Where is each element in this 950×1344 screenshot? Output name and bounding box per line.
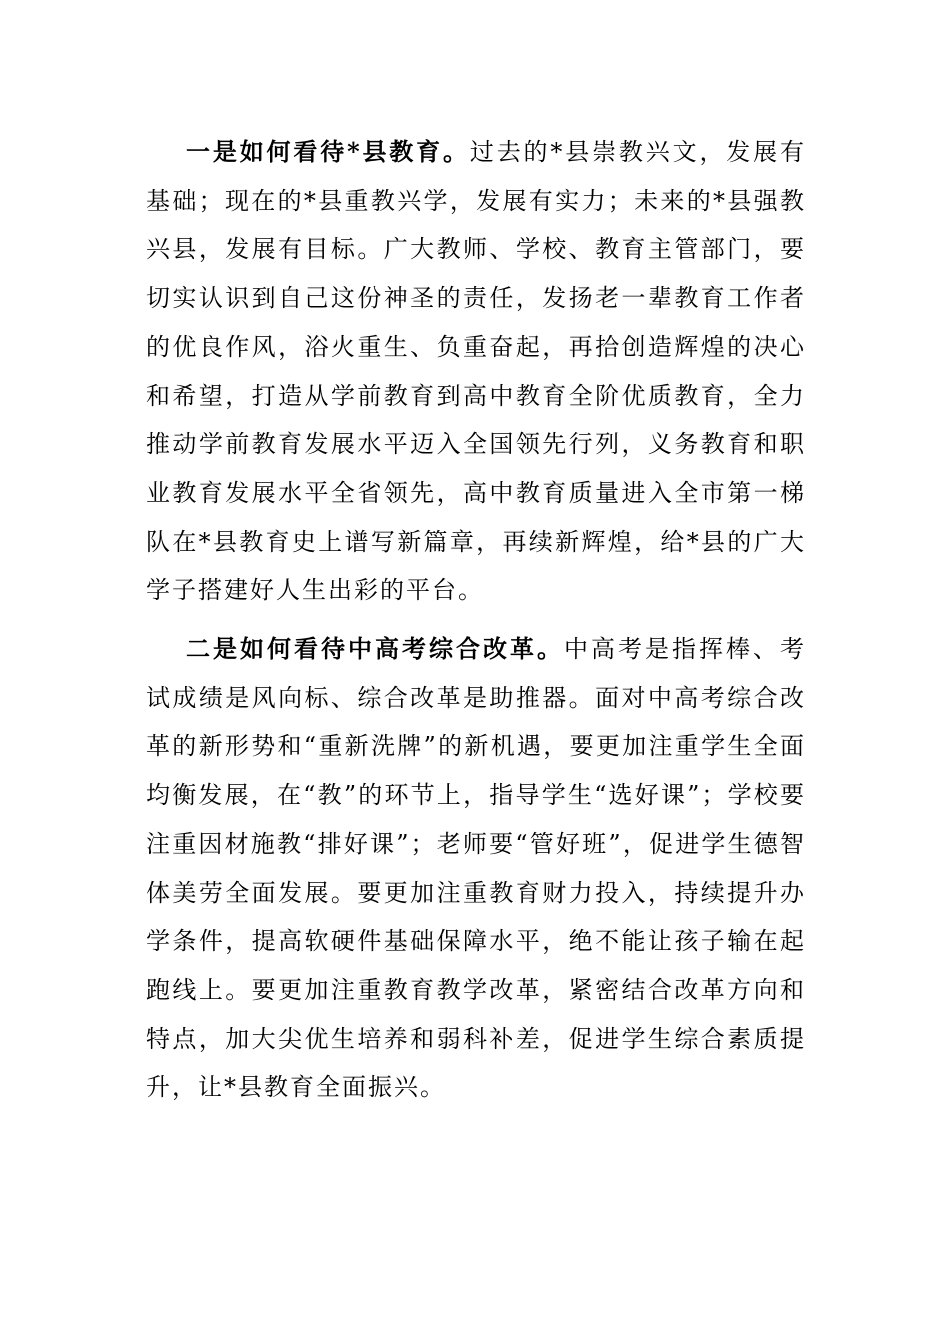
paragraph-lead-heading: 二是如何看待中高考综合改革。 bbox=[186, 634, 564, 664]
paragraph-exam-reform bbox=[146, 625, 806, 1112]
paragraph-lead-heading: 一是如何看待*县教育。 bbox=[186, 137, 470, 166]
document-page bbox=[146, 128, 806, 1112]
paragraph-body-text: 中高考是指挥棒、考试成绩是风向标、综合改革是助推器。面对中高考综合改革的新形势和“重新洗牌”的新机遇，要更加注重学生全面均衡发展，在“教”的环节上，指导学生“选好课”；学校要注重因材施教“排好课”；老师要“管好班”，促进学生德智体美劳全面发展。要更加注重教育财力投入，持续提升办学条件，提高软硬件基础保障水平，绝不能让孩子输在起跑线上。要更加注重教育教学改革，紧密结合改革方向和特点，加大尖优生培养和弱科补差，促进学生综合素质提升，让*县教育全面振兴。 bbox=[146, 635, 806, 1102]
paragraph-county-education bbox=[146, 128, 806, 615]
paragraph-body-text: 过去的*县崇教兴文，发展有基础；现在的*县重教兴学，发展有实力；未来的*县强教兴县，发展有目标。广大教师、学校、教育主管部门，要切实认识到自己这份神圣的责任，发扬老一辈教育工作者的优良作风，浴火重生、负重奋起，再拾创造辉煌的决心和希望，打造从学前教育到高中教育全阶优质教育，全力推动学前教育发展水平迈入全国领先行列，义务教育和职业教育发展水平全省领先，高中教育质量进入全市第一梯队在*县教育史上谱写新篇章，再续新辉煌，给*县的广大学子搭建好人生出彩的平台。 bbox=[146, 138, 806, 605]
